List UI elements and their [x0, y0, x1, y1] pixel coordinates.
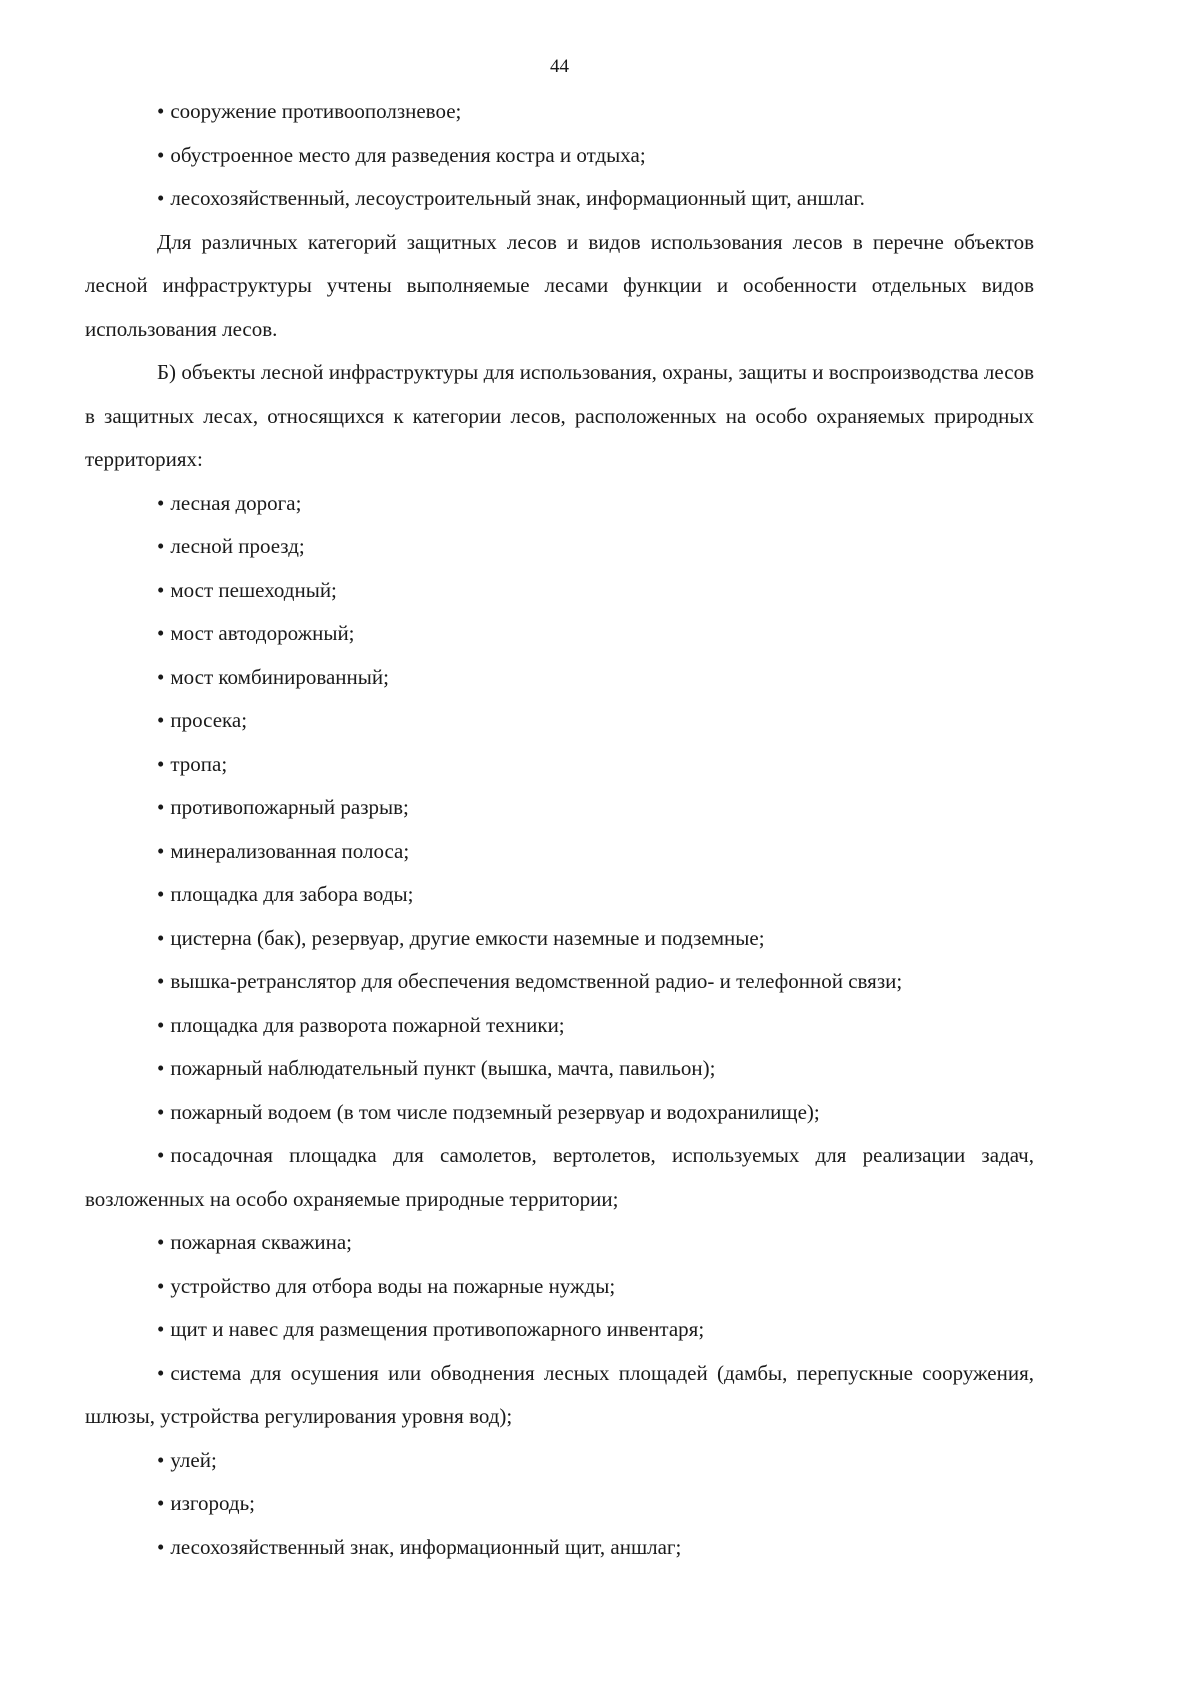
bullet-icon: • [157, 142, 165, 167]
bullet-icon: • [157, 1099, 165, 1124]
bullet-icon: • [157, 1360, 165, 1385]
list-item: • щит и навес для размещения противопожарного инвентаря; [157, 1317, 705, 1341]
list-item: • просека; [157, 708, 248, 732]
bullet-icon: • [157, 838, 165, 863]
list-item: • минерализованная полоса; [157, 838, 410, 863]
list-item: • изгородь; [157, 1491, 255, 1515]
list-top [85, 90, 1034, 221]
list-item: • сооружение противооползневое; [157, 99, 462, 123]
list-item: • цистерна (бак), резервуар, другие емкости наземные и подземные; [157, 925, 765, 950]
bullet-icon: • [157, 1534, 165, 1559]
list-item: • улей; [157, 1447, 217, 1472]
bullet-icon: • [157, 969, 165, 993]
bullet-icon: • [157, 577, 165, 602]
bullet-icon: • [157, 664, 165, 689]
list-objects [85, 482, 1034, 1570]
list-item: • лесохозяйственный знак, информационный щит, аншлаг; [157, 1534, 682, 1559]
bullet-icon: • [157, 621, 165, 645]
bullet-icon: • [157, 186, 165, 210]
list-item: • мост комбинированный; [157, 664, 389, 689]
list-item: • лесохозяйственный, лесоустроительный знак, информационный щит, аншлаг. [157, 186, 865, 210]
bullet-icon: • [157, 490, 165, 515]
bullet-icon: • [157, 751, 165, 776]
bullet-icon: • [157, 534, 165, 558]
list-item: • посадочная площадка для самолетов, вертолетов, используемых для реализации задач, возложенных на особо охраняемые природные территории; [85, 1143, 1034, 1211]
list-item: • пожарная скважина; [157, 1230, 352, 1254]
paragraph: Для различных категорий защитных лесов и видов использования лесов в перечне объектов лесной инфраструктуры учтены выполняемые лесами функции и особенности отдельных видов использования лесов. [85, 229, 1034, 341]
bullet-icon: • [157, 1447, 165, 1472]
bullet-icon: • [157, 1056, 165, 1080]
list-item: • тропа; [157, 751, 228, 776]
bullet-icon: • [157, 1491, 165, 1515]
bullet-icon: • [157, 795, 165, 819]
bullet-icon: • [157, 1230, 165, 1254]
list-item: • устройство для отбора воды на пожарные нужды; [157, 1273, 616, 1298]
list-item: • лесная дорога; [157, 490, 302, 515]
list-item: • противопожарный разрыв; [157, 795, 409, 819]
paragraph: Б) объекты лесной инфраструктуры для использования, охраны, защиты и воспроизводства лесов в защитных лесах, относящихся к категории лесов, расположенных на особо охраняемых природных территориях: [85, 360, 1034, 471]
list-item: • пожарный водоем (в том числе подземный резервуар и водохранилище); [157, 1099, 820, 1124]
list-item: • площадка для забора воды; [157, 882, 414, 906]
bullet-icon: • [157, 882, 165, 906]
bullet-icon: • [157, 925, 165, 950]
bullet-icon: • [157, 1273, 165, 1298]
bullet-icon: • [157, 1317, 165, 1341]
page-number: 44 [550, 56, 569, 77]
document-body [85, 90, 1034, 1569]
bullet-icon: • [157, 1143, 165, 1167]
bullet-icon: • [157, 99, 165, 123]
list-item: • вышка-ретранслятор для обеспечения ведомственной радио- и телефонной связи; [157, 969, 903, 993]
list-item: • система для осушения или обводнения лесных площадей (дамбы, перепускные сооружения, шлюзы, устройства регулирования уровня вод); [85, 1360, 1034, 1428]
bullet-icon: • [157, 1012, 165, 1037]
list-item: • площадка для разворота пожарной техники; [157, 1012, 565, 1037]
list-item: • мост пешеходный; [157, 577, 337, 602]
list-item: • пожарный наблюдательный пункт (вышка, мачта, павильон); [157, 1056, 716, 1080]
list-item: • лесной проезд; [157, 534, 305, 558]
bullet-icon: • [157, 708, 165, 732]
list-item: • обустроенное место для разведения костра и отдыха; [157, 142, 646, 167]
list-item: • мост автодорожный; [157, 621, 355, 645]
